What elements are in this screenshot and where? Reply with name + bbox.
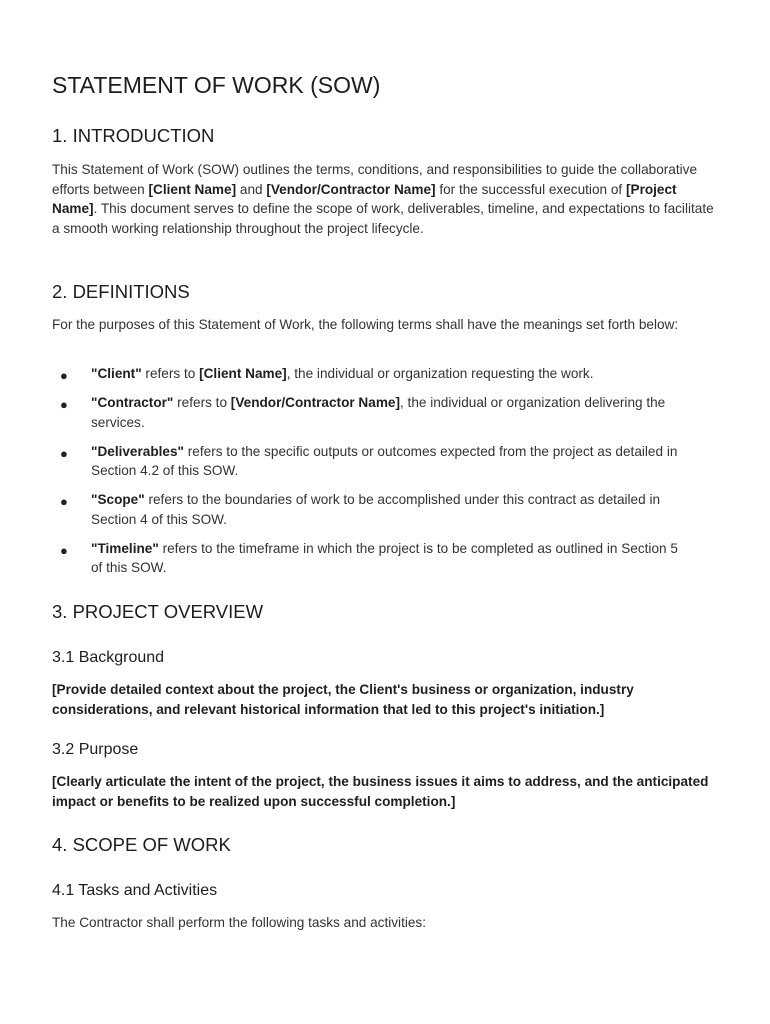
section-heading-scope-of-work: 4. SCOPE OF WORK [52,834,231,855]
definitions-intro: For the purposes of this Statement of Work, the following terms shall have the meanings set forth below: [52,317,679,332]
section-heading-definitions: 2. DEFINITIONS [52,281,190,302]
definition-text: refers to [173,394,231,410]
section-heading-project-overview: 3. PROJECT OVERVIEW [52,601,264,622]
bullet-icon: ● [60,396,68,412]
bullet-icon: ● [60,368,68,383]
intro-text: for the successful execution of [435,181,626,197]
definition-text: refers to [141,366,200,381]
definition-text: , the individual or organization requesting the work. [286,366,594,381]
subsection-heading-background: 3.1 Background [52,649,165,666]
list-item [52,364,691,384]
introduction-paragraph [52,160,724,238]
subsection-heading-tasks: 4.1 Tasks and Activities [52,882,218,899]
definition-text: refers to the timeframe in which the project is to be completed as outlined in Section 5 of this SOW. [91,540,678,576]
definition-term: "Timeline" [91,540,159,556]
list-item [52,393,691,432]
background-placeholder-text: [Provide detailed context about the project, the Client's business or organization, industry considerations, and relevant historical information that led to this project's initiation.] [52,682,634,717]
list-item [52,442,691,481]
vendor-name-placeholder: [Vendor/Contractor Name] [266,181,436,197]
section-heading-introduction: 1. INTRODUCTION [52,125,215,146]
definition-text: refers to the specific outputs or outcomes expected from the project as detailed in Section 4.2 of this SOW. [91,443,678,479]
definition-reference: [Client Name] [199,366,287,381]
intro-text: . This document serves to define the scope of work, deliverables, timeline, and expectations to facilitate a smooth working relationship throughout the project lifecycle. [52,201,714,236]
definition-term: "Deliverables" [91,443,184,459]
client-name-placeholder: [Client Name] [148,181,237,197]
definitions-list [52,364,724,587]
bullet-icon: ● [60,445,68,461]
list-item [52,539,691,578]
tasks-intro: The Contractor shall perform the following tasks and activities: [52,915,426,930]
definition-text: , the individual or organization delivering the services. [91,394,666,430]
definition-term: "Scope" [91,492,145,508]
subsection-heading-purpose: 3.2 Purpose [52,741,139,758]
intro-text: and [236,181,267,197]
bullet-icon: ● [60,494,68,510]
list-item [52,490,691,529]
project-name-placeholder: [Project Name] [52,181,677,217]
bullet-icon: ● [60,542,68,558]
document-title: STATEMENT OF WORK (SOW) [52,72,381,98]
definition-term: "Client" [91,366,142,381]
definition-term: "Contractor" [91,394,174,410]
definition-text: refers to the boundaries of work to be accomplished under this contract as detailed in Section 4 of this SOW. [91,492,661,527]
purpose-placeholder-text: [Clearly articulate the intent of the project, the business issues it aims to address, and the anticipated impact or benefits to be realized upon successful completion.] [52,774,709,809]
definition-reference: [Vendor/Contractor Name] [230,394,400,410]
intro-text: This Statement of Work (SOW) outlines the terms, conditions, and responsibilities to guide the collaborative efforts between [52,162,697,197]
